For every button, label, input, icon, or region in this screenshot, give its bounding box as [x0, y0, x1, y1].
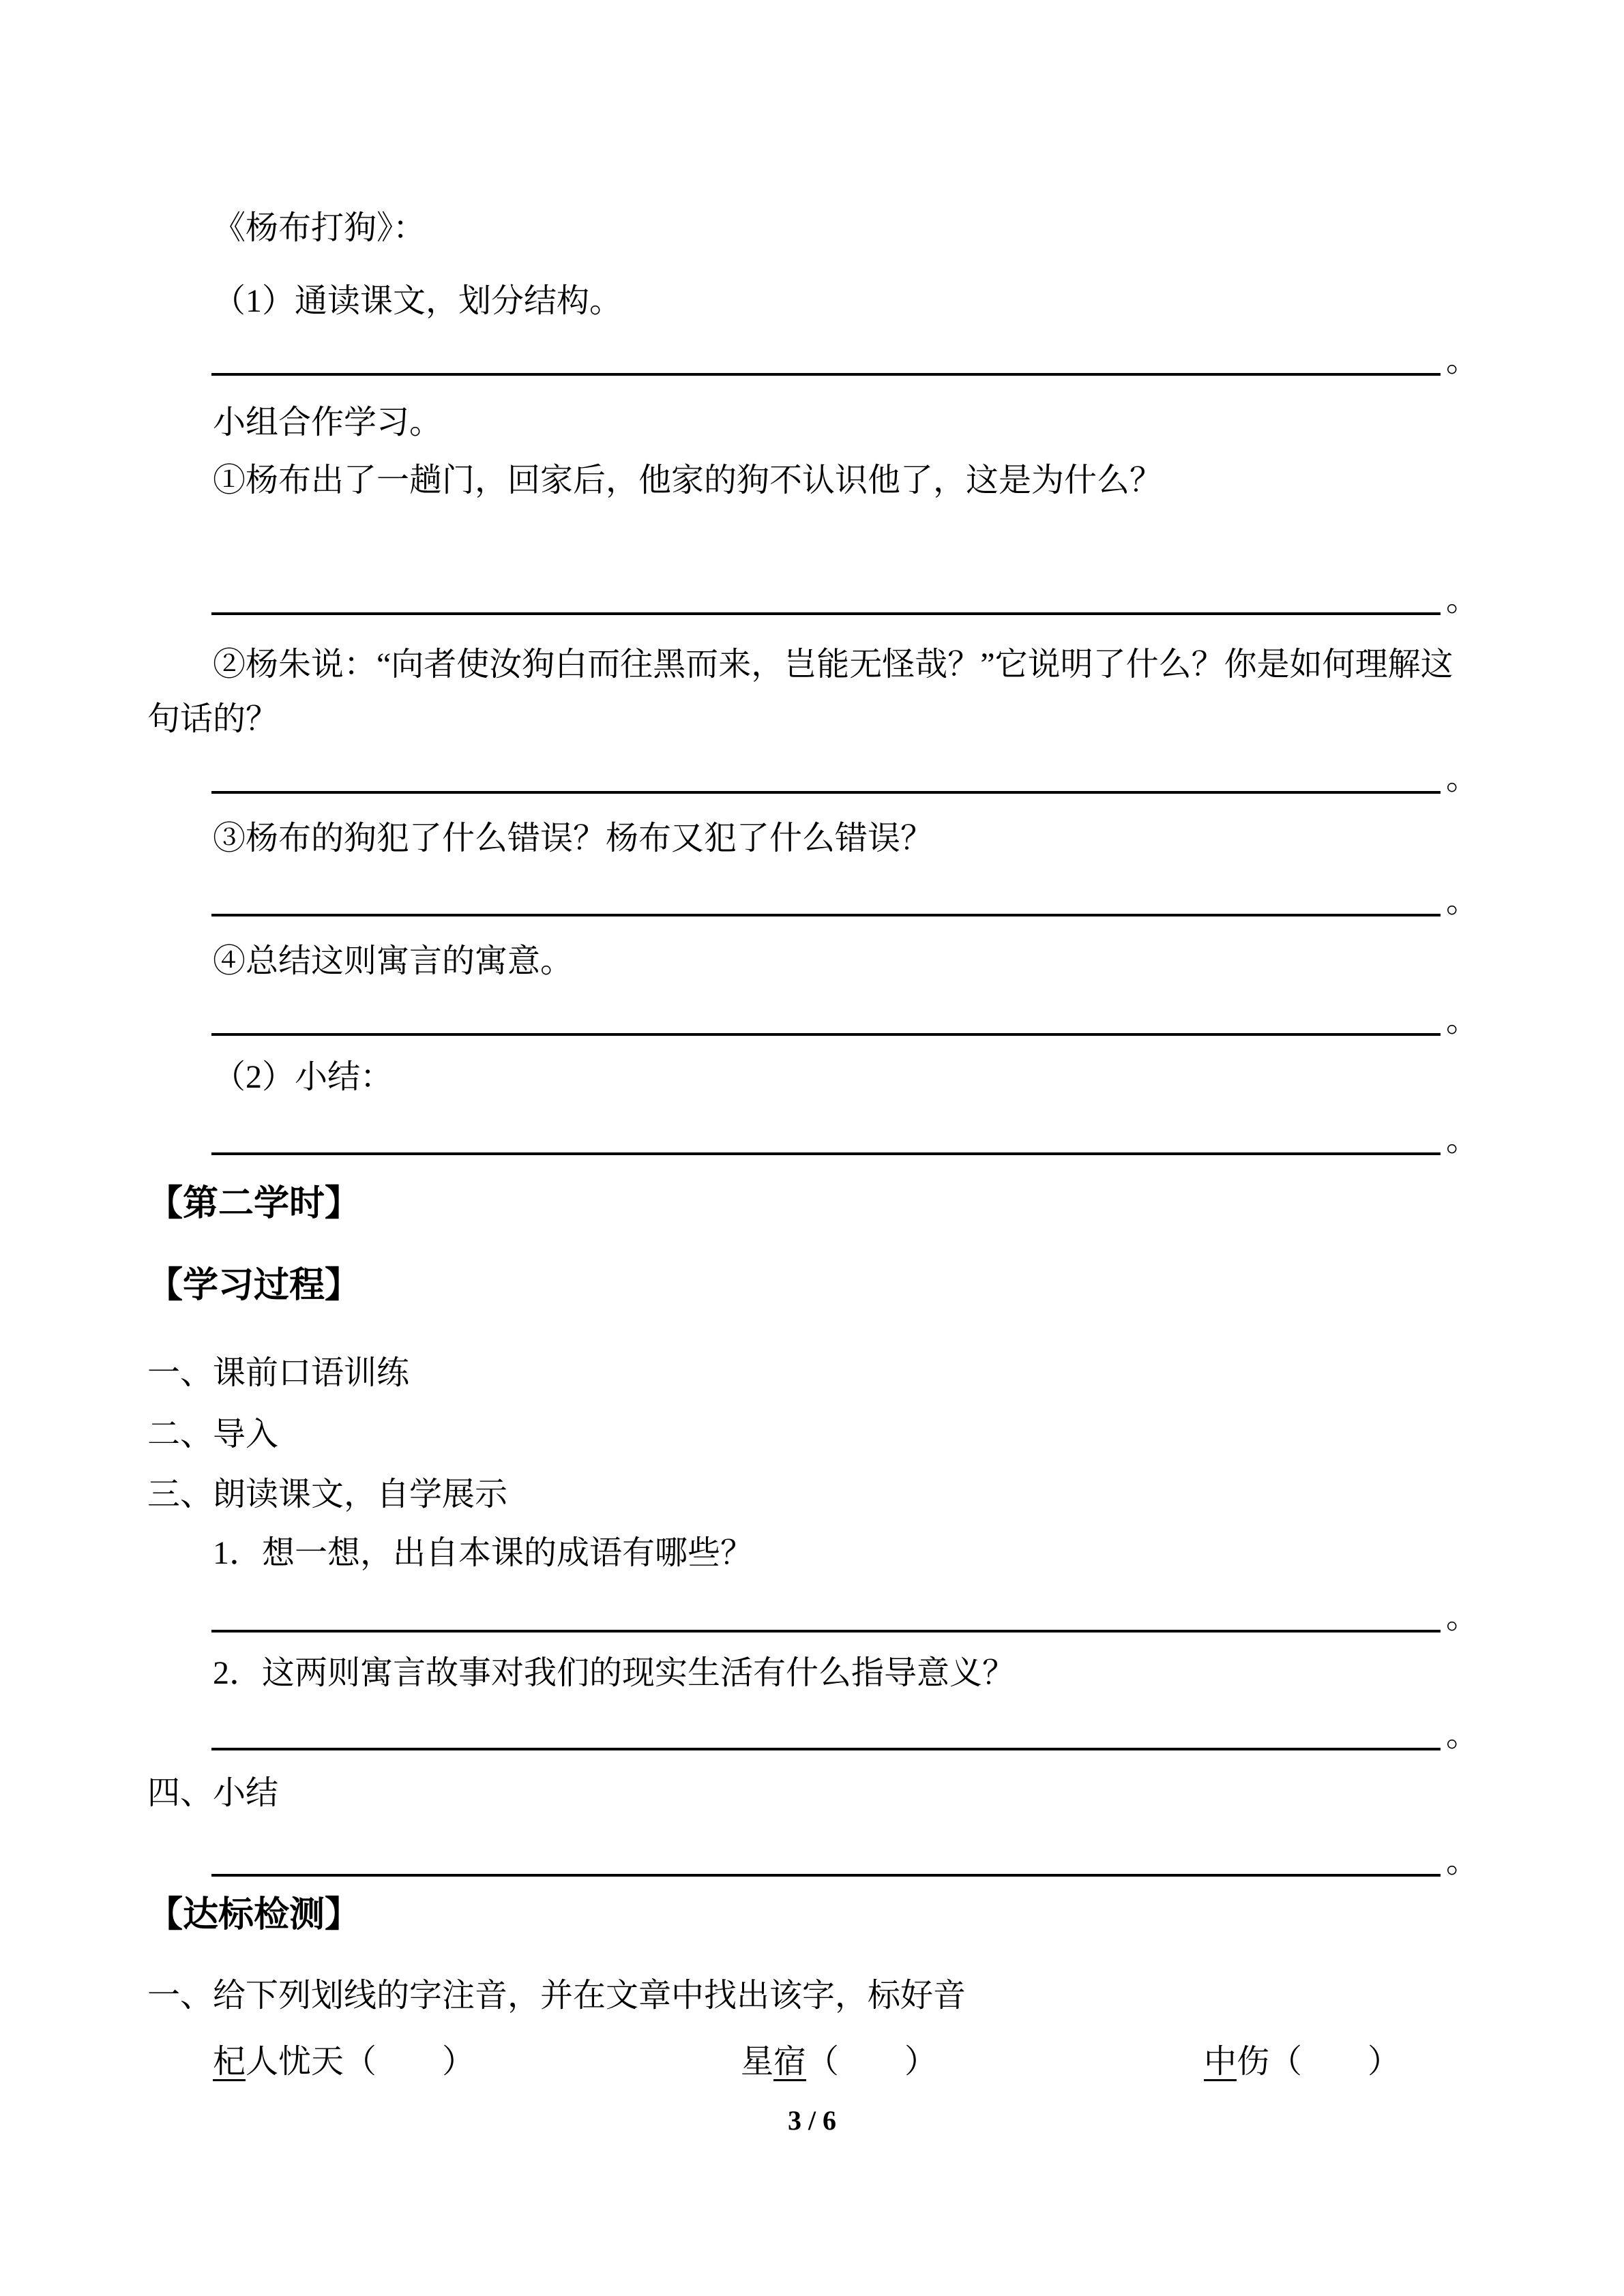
pinyin-suffix: 伤（ ） — [1237, 2044, 1401, 2080]
question-2: ②杨朱说：“向者使汝狗白而往黑而来，岂能无怪哉？”它说明了什么？你是如何理解这句话的？ — [147, 646, 1453, 737]
question-4: ④总结这则寓言的寓意。 — [213, 943, 574, 979]
pinyin-item-zhong — [1204, 2035, 1400, 2082]
line-period: 。 — [1445, 1717, 1479, 1753]
step-two: 二、导入 — [147, 1416, 279, 1452]
answer-blank-line — [211, 878, 1479, 919]
line-period: 。 — [1445, 582, 1479, 618]
session-two-question-1: 1．想一想，出自本课的成语有哪些？ — [213, 1535, 754, 1571]
pinyin-suffix: 人忧天（ ） — [246, 2044, 475, 2080]
answer-blank-line — [211, 1838, 1479, 1879]
step-three: 三、朗读课文，自学展示 — [147, 1476, 508, 1512]
pinyin-prefix: 星 — [741, 2044, 774, 2080]
answer-blank-line — [211, 577, 1479, 618]
summary-label: （2）小结： — [213, 1059, 394, 1095]
question-1: ①杨布出了一趟门，回家后，他家的狗不认识他了，这是为什么？ — [213, 462, 1163, 498]
pinyin-item-xiu — [741, 2035, 937, 2082]
line-period: 。 — [1445, 883, 1479, 919]
answer-blank-line — [211, 998, 1479, 1039]
fable-title: 《杨布打狗》： — [213, 210, 426, 246]
step-one: 一、课前口语训练 — [147, 1355, 410, 1391]
underlined-char: 宿 — [773, 2044, 807, 2080]
answer-blank-line — [211, 1712, 1479, 1753]
underlined-char: 中 — [1204, 2044, 1237, 2080]
session-two-heading: 【第二学时】 — [147, 1184, 361, 1223]
line-period: 。 — [1445, 342, 1479, 378]
learning-process-heading: 【学习过程】 — [147, 1266, 361, 1305]
line-period: 。 — [1445, 1599, 1479, 1635]
assessment-instruction: 一、给下列划线的字注音，并在文章中找出该字，标好音 — [147, 1978, 966, 2014]
question-3: ③杨布的狗犯了什么错误？杨布又犯了什么错误？ — [213, 820, 934, 856]
answer-blank-line — [211, 1594, 1479, 1635]
pinyin-exercise-row — [0, 2035, 1624, 2083]
answer-blank-line — [211, 1117, 1479, 1158]
answer-blank-line — [211, 338, 1479, 378]
line-period: 。 — [1445, 1122, 1479, 1158]
session-two-question-2: 2．这两则寓言故事对我们的现实生活有什么指导意义？ — [213, 1655, 1016, 1691]
line-period: 。 — [1445, 1843, 1479, 1879]
line-period: 。 — [1445, 760, 1479, 796]
group-study-text: 小组合作学习。 — [213, 404, 443, 441]
answer-blank-line — [211, 756, 1479, 796]
task-read-text: （1）通读课文，划分结构。 — [213, 283, 623, 319]
pinyin-item-qi — [213, 2035, 475, 2082]
assessment-heading: 【达标检测】 — [147, 1895, 361, 1935]
line-period: 。 — [1445, 1002, 1479, 1039]
pinyin-suffix: （ ） — [806, 2044, 938, 2080]
underlined-char: 杞 — [213, 2044, 246, 2080]
page-number: 3 / 6 — [787, 2105, 837, 2136]
step-four: 四、小结 — [147, 1775, 279, 1811]
